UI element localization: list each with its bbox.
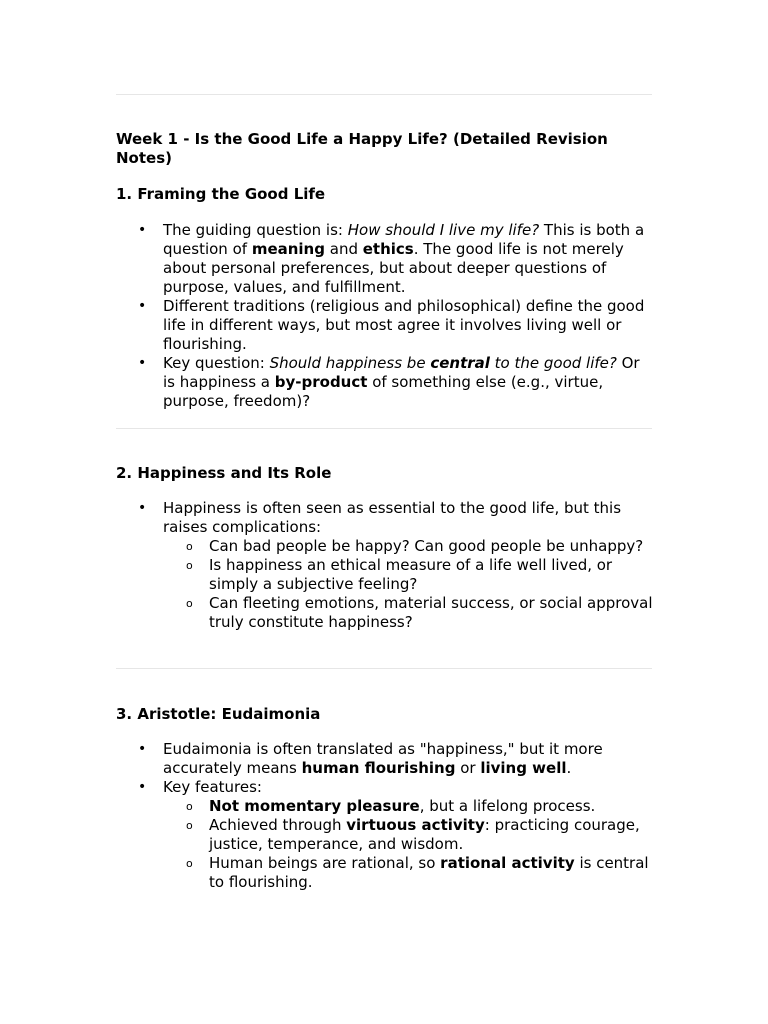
sub-list-item: o Can fleeting emotions, material success, or social approval truly constitute happiness? bbox=[163, 594, 656, 632]
sub-list bbox=[163, 797, 656, 892]
section-list-happiness bbox=[116, 499, 656, 632]
sub-list-item: o Can bad people be happy? Can good people be unhappy? bbox=[163, 537, 656, 556]
sub-list bbox=[163, 537, 656, 632]
sub-list-item: o Human beings are rational, so rational activity is central to flourishing. bbox=[163, 854, 656, 892]
section-list-framing bbox=[116, 221, 656, 411]
document-title: Week 1 - Is the Good Life a Happy Life? (Detailed Revision Notes) bbox=[116, 130, 608, 167]
section-list-aristotle bbox=[116, 740, 656, 892]
section-divider bbox=[116, 668, 652, 669]
sub-list-item: o Is happiness an ethical measure of a life well lived, or simply a subjective feeling? bbox=[163, 556, 656, 594]
top-divider bbox=[116, 94, 652, 95]
sub-list-item: o Not momentary pleasure, but a lifelong process. bbox=[163, 797, 656, 816]
list-item: • The guiding question is: How should I live my life? This is both a question of meaning and ethics. The good life is not merely about personal preferences, but about deeper questions of purpose, values, and fulfillment. bbox=[116, 221, 656, 297]
section-heading-aristotle: 3. Aristotle: Eudaimonia bbox=[116, 705, 321, 723]
list-item bbox=[116, 499, 656, 632]
section-divider bbox=[116, 428, 652, 429]
list-item: • Eudaimonia is often translated as "happiness," but it more accurately means human flourishing or living well. bbox=[116, 740, 656, 778]
list-item bbox=[116, 778, 656, 892]
sub-list-item: o Achieved through virtuous activity: practicing courage, justice, temperance, and wisdom. bbox=[163, 816, 656, 854]
list-item: • Different traditions (religious and philosophical) define the good life in different ways, but most agree it involves living well or flourishing. bbox=[116, 297, 656, 354]
list-item-text: Happiness is often seen as essential to the good life, but this raises complications: bbox=[163, 499, 622, 536]
list-item-text: Key features: bbox=[163, 778, 262, 796]
list-item: • Key question: Should happiness be central to the good life? Or is happiness a by-product of something else (e.g., virtue, purpose, freedom)? bbox=[116, 354, 656, 411]
section-heading-happiness: 2. Happiness and Its Role bbox=[116, 464, 332, 482]
section-heading-framing: 1. Framing the Good Life bbox=[116, 185, 326, 203]
